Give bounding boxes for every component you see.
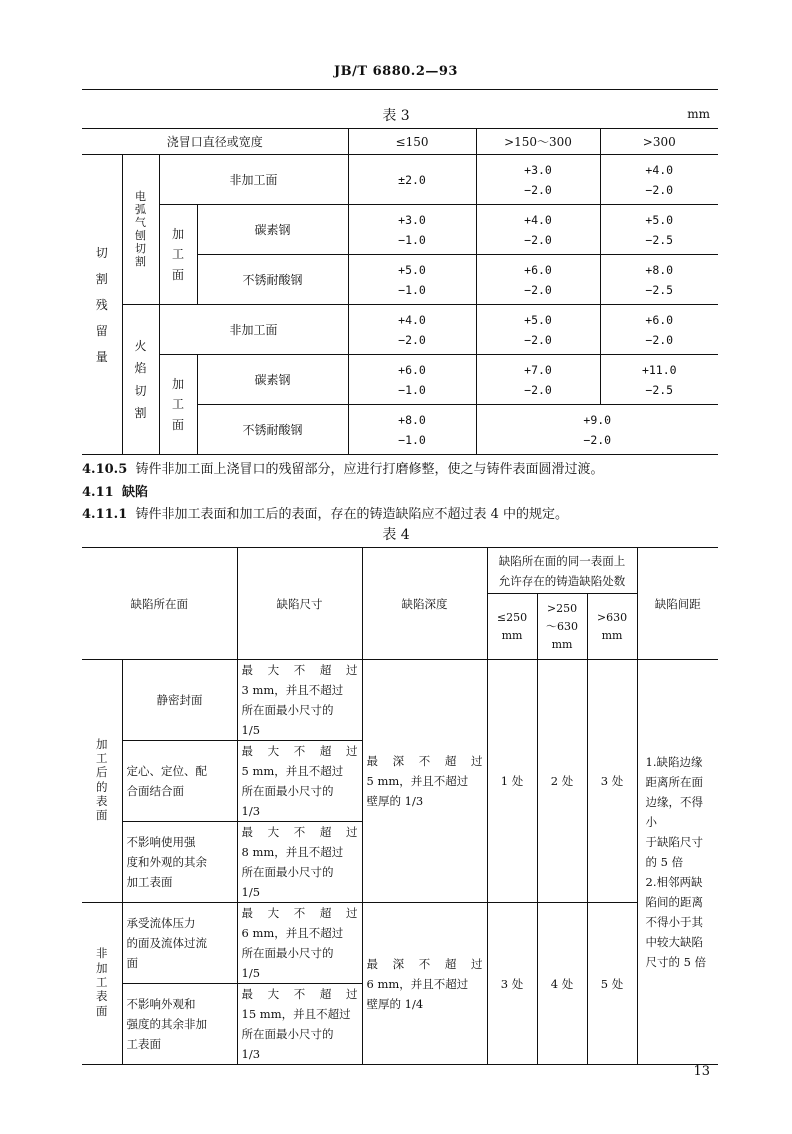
table3-cell: +3.0 −1.0	[348, 205, 476, 255]
table3-cell: +6.0 −1.0	[348, 355, 476, 405]
table3-flame-stainless-label: 不锈耐酸钢	[197, 405, 348, 455]
table4-header-count-3: >630 mm	[587, 594, 637, 660]
paragraph-4-10-5: 4.10.5 铸件非加工面上浇冒口的残留部分，应进行打磨修整，使之与铸件表面圆滑过渡。	[82, 462, 604, 477]
table3-cell: +4.0 −2.0	[600, 155, 718, 205]
table3-cell: +9.0 −2.0	[476, 405, 718, 455]
table4-surface: 不影响外观和 强度的其余非加 工表面	[122, 984, 237, 1065]
table4-header-size: 缺陷尺寸	[237, 548, 362, 660]
table4-surface: 静密封面	[122, 660, 237, 741]
table4-surface: 不影响使用强 度和外观的其余 加工表面	[122, 822, 237, 903]
table3-col-2: >150～300	[476, 129, 600, 155]
table4	[82, 547, 718, 1065]
table4-machined-group: 加 工 后 的 表 面	[82, 660, 122, 903]
table3-flame-carbon-label: 碳素钢	[197, 355, 348, 405]
table3-arc-unmachined-label: 非加工面	[159, 155, 348, 205]
table4-title: 表 4	[382, 527, 410, 543]
table3-cell: +5.0 −2.0	[476, 305, 600, 355]
table3-cell: +6.0 −2.0	[476, 255, 600, 305]
table3-arc-machined-label: 加 工 面	[159, 205, 197, 305]
table3-cell: +4.0 −2.0	[476, 205, 600, 255]
table4-header-depth: 缺陷深度	[362, 548, 487, 660]
paragraph-4-11-1: 4.11.1 铸件非加工表面和加工后的表面，存在的铸造缺陷应不超过表 4 中的规定。	[82, 507, 569, 522]
table3-cell: +5.0 −2.5	[600, 205, 718, 255]
table3-unit: mm	[687, 107, 710, 121]
table3-col-1: ≤150	[348, 129, 476, 155]
table4-header-surface: 缺陷所在面	[82, 548, 237, 660]
table3-col-header: 浇冒口直径或宽度	[82, 129, 348, 155]
table3-col-3: >300	[600, 129, 718, 155]
table3-group-label: 切 割 残 留 量	[82, 155, 122, 455]
table4-size: 最大不超过 8 mm，并且不超过 所在面最小尺寸的 1/5	[237, 822, 362, 903]
table4-size: 最大不超过 15 mm，并且不超过 所在面最小尺寸的 1/3	[237, 984, 362, 1065]
table3-method-flame: 火 焰 切 割	[122, 305, 159, 455]
table4-machined-count-1: 1 处	[487, 660, 537, 903]
table3-cell: +5.0 −1.0	[348, 255, 476, 305]
table4-machined-count-2: 2 处	[537, 660, 587, 903]
table4-unmachined-count-2: 4 处	[537, 903, 587, 1065]
table4-size: 最大不超过 6 mm，并且不超过 所在面最小尺寸的 1/5	[237, 903, 362, 984]
table3-cell: +11.0 −2.5	[600, 355, 718, 405]
table4-unmachined-depth: 最深不超过 6 mm，并且不超过 壁厚的 1/4	[362, 903, 487, 1065]
table4-size: 最大不超过 5 mm，并且不超过 所在面最小尺寸的 1/3	[237, 741, 362, 822]
table3-cell: +3.0 −2.0	[476, 155, 600, 205]
table4-unmachined-count-1: 3 处	[487, 903, 537, 1065]
table4-header-count-group: 缺陷所在面的同一表面上 允许存在的铸造缺陷处数	[487, 548, 637, 594]
table3-cell: +6.0 −2.0	[600, 305, 718, 355]
table3-arc-stainless-label: 不锈耐酸钢	[197, 255, 348, 305]
table3-title: 表 3	[382, 108, 410, 124]
table3	[82, 128, 718, 455]
page-number: 13	[693, 1064, 710, 1079]
heading-4-11: 4.11 缺陷	[82, 485, 148, 500]
header-rule	[82, 89, 718, 90]
table3-flame-unmachined-label: 非加工面	[159, 305, 348, 355]
table4-header-spacing: 缺陷间距	[637, 548, 718, 660]
table4-size: 最大不超过 3 mm，并且不超过 所在面最小尺寸的 1/5	[237, 660, 362, 741]
table4-surface: 定心、定位、配 合面结合面	[122, 741, 237, 822]
table4-spacing: 1.缺陷边缘 距离所在面 边缘，不得小 于缺陷尺寸 的 5 倍 2.相邻两缺 陷间的距离 不得小于其 中较大缺陷 尺寸的 5 倍	[637, 660, 718, 1065]
table3-cell: +8.0 −2.5	[600, 255, 718, 305]
table4-header-count-2: >250 ～630 mm	[537, 594, 587, 660]
table4-unmachined-group: 非 加 工 表 面	[82, 903, 122, 1065]
table3-flame-machined-label: 加 工 面	[159, 355, 197, 455]
table3-cell: +8.0 −1.0	[348, 405, 476, 455]
table3-cell: +4.0 −2.0	[348, 305, 476, 355]
table4-unmachined-count-3: 5 处	[587, 903, 637, 1065]
table4-surface: 承受流体压力 的面及流体过流 面	[122, 903, 237, 984]
table3-cell: +7.0 −2.0	[476, 355, 600, 405]
document-code: JB/T 6880.2—93	[334, 64, 458, 79]
table3-cell: ±2.0	[348, 155, 476, 205]
table4-machined-depth: 最深不超过 5 mm，并且不超过 壁厚的 1/3	[362, 660, 487, 903]
table4-header-count-1: ≤250 mm	[487, 594, 537, 660]
table4-machined-count-3: 3 处	[587, 660, 637, 903]
table3-method-arc: 电 弧 气 刨 切 割	[122, 155, 159, 305]
table3-arc-carbon-label: 碳素钢	[197, 205, 348, 255]
